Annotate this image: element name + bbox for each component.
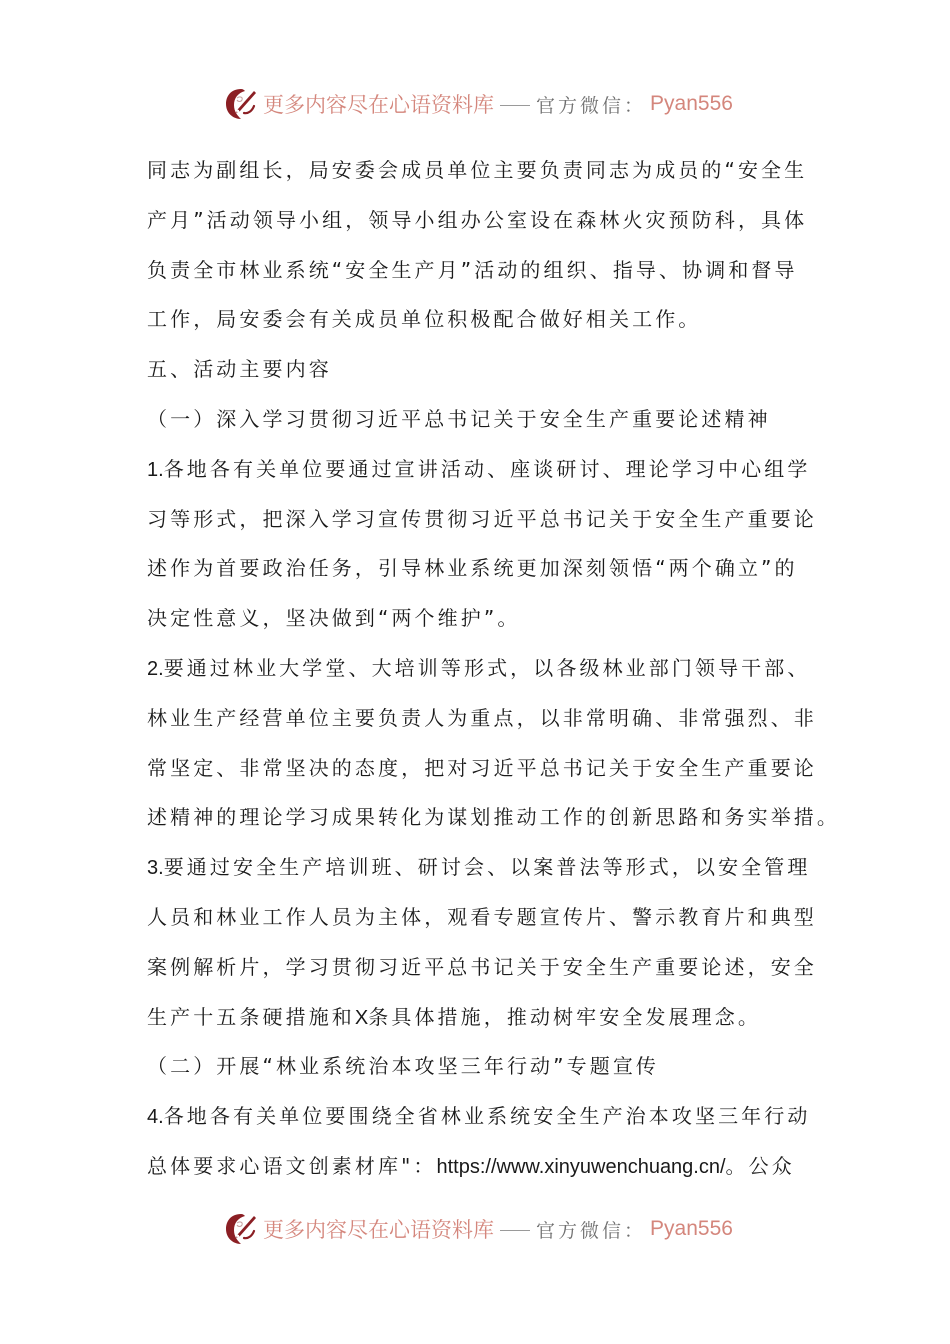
paragraph-line: 人员和林业工作人员为主体，观看专题宣传片、警示教育片和典型 bbox=[147, 904, 817, 929]
watermark-content bbox=[223, 1211, 733, 1247]
url-text: https://www.xinyuwenchuang.cn/ bbox=[436, 1155, 726, 1178]
watermark-wechat-id: Pyan556 bbox=[650, 92, 733, 115]
text-segment: 总体要求心语文创素材库"： bbox=[147, 1153, 437, 1178]
subsection-heading: （一）深入学习贯彻习近平总书记关于安全生产重要论述精神 bbox=[147, 406, 771, 431]
watermark-wechat-label: 官方微信： bbox=[536, 94, 647, 117]
paragraph-line: 述精神的理论学习成果转化为谋划推动工作的创新思路和务实举措。 bbox=[147, 805, 840, 830]
paragraph-line: 常坚定、非常坚决的态度，把对习近平总书记关于安全生产重要论 bbox=[147, 755, 817, 780]
paragraph-line: 产月”活动领导小组，领导小组办公室设在森林火灾预防科，具体 bbox=[147, 207, 808, 232]
paragraph-line: 林业生产经营单位主要负责人为重点，以非常明确、非常强烈、非 bbox=[147, 705, 817, 730]
watermark-brand-text: 更多内容尽在心语资料库 bbox=[263, 1218, 495, 1242]
numbered-item-line bbox=[147, 445, 811, 495]
item-text: 要通过林业大学堂、大培训等形式，以各级林业部门领导干部、 bbox=[163, 655, 811, 680]
item-text: 各地各有关单位要通过宣讲活动、座谈研讨、理论学习中心组学 bbox=[163, 456, 811, 481]
header-watermark bbox=[0, 82, 950, 126]
watermark-separator bbox=[500, 1230, 530, 1231]
paragraph-line: 同志为副组长，局安委会成员单位主要负责同志为成员的“安全生 bbox=[147, 158, 808, 182]
item-number: 2. bbox=[147, 657, 164, 680]
text-segment: 生产十五条硬措施和 bbox=[147, 1004, 355, 1029]
item-text: 要通过安全生产培训班、研讨会、以案普法等形式，以安全管理 bbox=[163, 855, 811, 880]
latin-text: X bbox=[354, 1006, 369, 1029]
paragraph-line: 习等形式，把深入学习宣传贯彻习近平总书记关于安全生产重要论 bbox=[147, 506, 817, 531]
watermark-separator bbox=[500, 105, 530, 106]
subsection-heading: （二）开展“林业系统治本攻坚三年行动”专题宣传 bbox=[147, 1054, 660, 1079]
paragraph-line: 工作，局安委会有关成员单位积极配合做好相关工作。 bbox=[147, 307, 702, 332]
text-segment: 条具体措施，推动树牢安全发展理念。 bbox=[368, 1004, 761, 1029]
section-heading: 五、活动主要内容 bbox=[147, 357, 332, 382]
item-number: 1. bbox=[147, 458, 164, 481]
footer-watermark bbox=[0, 1207, 950, 1251]
quill-pen-logo-icon bbox=[223, 1211, 259, 1247]
watermark-wechat-id: Pyan556 bbox=[650, 1217, 733, 1240]
document-body bbox=[147, 146, 840, 1192]
paragraph-line bbox=[147, 993, 807, 1043]
text-segment: 。公众 bbox=[725, 1153, 795, 1178]
paragraph-line: 述作为首要政治任务，引导林业系统更加深刻领悟“两个确立”的 bbox=[147, 556, 798, 581]
item-number: 4. bbox=[147, 1106, 164, 1129]
paragraph-line: 案例解析片，学习贯彻习近平总书记关于安全生产重要论述，安全 bbox=[147, 954, 817, 979]
paragraph-line: 负责全市林业系统“安全生产月”活动的组织、指导、协调和督导 bbox=[147, 257, 798, 282]
quill-pen-logo-icon bbox=[223, 86, 259, 122]
item-text: 各地各有关单位要围绕全省林业系统安全生产治本攻坚三年行动 bbox=[163, 1104, 811, 1129]
numbered-item-line bbox=[147, 1092, 811, 1142]
paragraph-line bbox=[147, 1142, 807, 1192]
numbered-item-line bbox=[147, 644, 811, 694]
watermark-brand-text: 更多内容尽在心语资料库 bbox=[263, 93, 495, 117]
watermark-content bbox=[223, 86, 733, 122]
watermark-wechat-label: 官方微信： bbox=[536, 1219, 647, 1242]
paragraph-line: 决定性意义，坚决做到“两个维护”。 bbox=[147, 606, 521, 631]
numbered-item-line bbox=[147, 843, 811, 893]
item-number: 3. bbox=[147, 857, 164, 880]
